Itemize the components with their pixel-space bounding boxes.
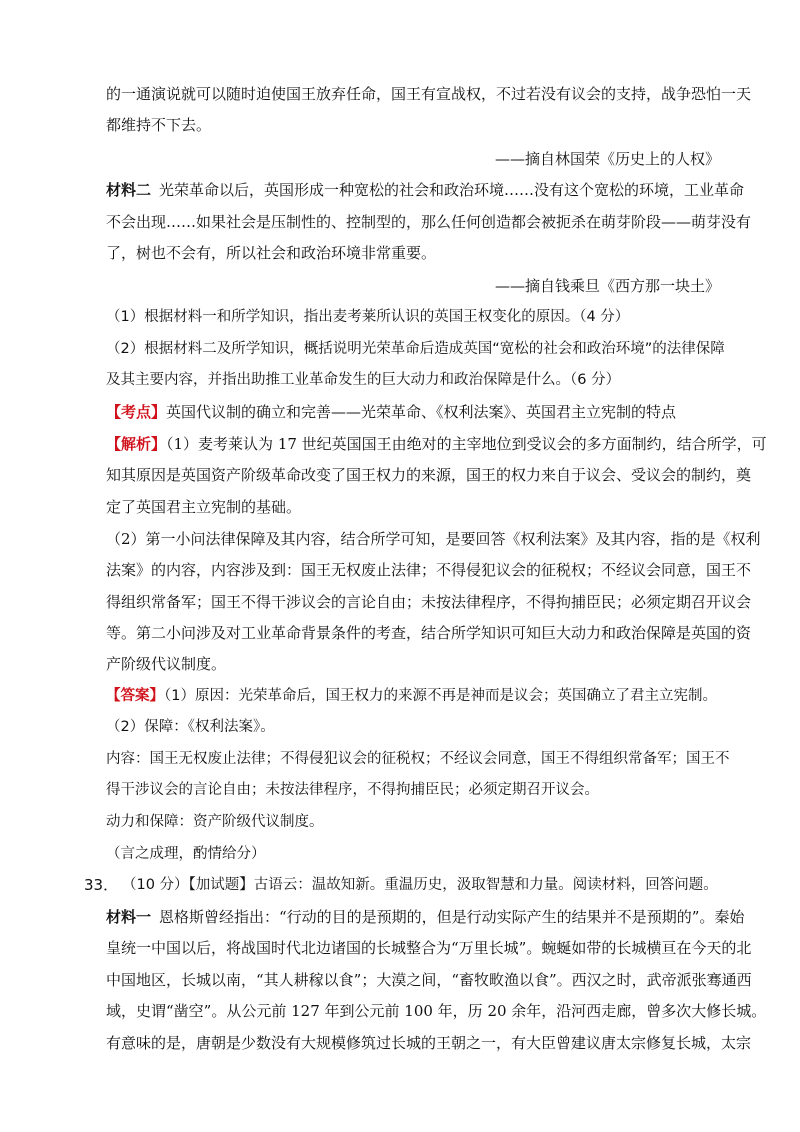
analysis-2-line-5: 产阶级代议制度。 — [106, 655, 227, 673]
answer-line-1 — [106, 686, 726, 706]
analysis-2-line-4: 等。第二小问涉及对工业革命背景条件的考查，结合所学知识可知巨大动力和政治保障是英国的资 — [106, 624, 752, 642]
analysis-line-3: 定了英国君主立宪制的基础。 — [106, 498, 302, 516]
analysis-text: （1）麦考莱认为 17 世纪英国国王由绝对的主宰地位到受议会的多方面制约，结合所学，可 — [166, 435, 767, 453]
question-2-line-1: （2）根据材料二及所学知识，概括说明光荣革命后造成英国“宽松的社会和政治环境”的法律保障 — [106, 341, 725, 357]
question-2-line-2: 及其主要内容，并指出助推工业革命发生的巨大动力和政治保障是什么。（6 分） — [106, 372, 621, 388]
answer-line-3: 内容：国王无权废止法律；不得侵犯议会的征税权；不经议会同意，国王不得组织常备军；国王不 — [106, 751, 730, 767]
material-two-label: 材料二 — [106, 181, 152, 199]
analysis-line-2: 知其原因是英国资产阶级革命改变了国王权力的来源，国王的权力来自于议会、受议会的制约，奠 — [106, 466, 752, 484]
key-point-tag: 【考点】 — [106, 403, 167, 421]
analysis-2-line-1: （2）第一小问法律保障及其内容，结合所学可知，是要回答《权利法案》及其内容，指的是《权利 — [106, 530, 761, 548]
material-one-label: 材料一 — [106, 908, 152, 926]
key-point-line — [106, 402, 726, 422]
answer-line-6: （言之成理，酌情给分） — [106, 846, 266, 862]
answer-tag: 【答案】 — [106, 688, 164, 704]
material-one-b-text: 恩格斯曾经指出：“行动的目的是预期的，但是行动实际产生的结果并不是预期的”。秦始 — [159, 908, 745, 926]
question-33-number: 33． — [84, 876, 119, 894]
question-1: （1）根据材料一和所学知识，指出麦考莱所认识的英国王权变化的原因。（4 分） — [106, 309, 630, 325]
material-two-line-3: 了，树也不会有，所以社会和政治环境非常重要。 — [106, 244, 437, 262]
source-citation-1: ——摘自林国荣《历史上的人权》 — [494, 150, 720, 168]
analysis-2-line-3: 得组织常备军；国王不得干涉议会的言论自由；未按法律程序，不得拘捕臣民；必须定期召开议会 — [106, 593, 752, 611]
answer-line-2: （2）保障：《权利法案》。 — [106, 719, 275, 735]
analysis-line-1 — [106, 434, 767, 454]
key-point-text: 英国代议制的确立和完善——光荣革命、《权利法案》、英国君主立宪制的特点 — [166, 403, 677, 421]
material-two-text: 光荣革命以后，英国形成一种宽松的社会和政治环境……没有这个宽松的环境，工业革命 — [159, 181, 745, 199]
material-two-line-1 — [106, 180, 745, 200]
material-one-b-line-2: 皇统一中国以后，将战国时代北边诸国的长城整合为“万里长城”。蜿蜒如带的长城横亘在今天的北 — [106, 939, 752, 957]
answer-line-4: 得干涉议会的言论自由；未按法律程序，不得拘捕臣民；必须定期召开议会。 — [106, 782, 599, 798]
material-one-line-1: 的一通演说就可以随时迫使国王放弃任命，国王有宣战权，不过若没有议会的支持，战争恐怕一天 — [106, 85, 752, 103]
analysis-2-line-2: 法案》的内容，内容涉及到：国王无权废止法律；不得侵犯议会的征税权；不经议会同意，国王不 — [106, 561, 752, 579]
material-one-b-line-5: 有意味的是，唐朝是少数没有大规模修筑过长城的王朝之一，有大臣曾建议唐太宗修复长城，太宗 — [106, 1034, 752, 1052]
analysis-tag: 【解析】 — [106, 435, 167, 453]
material-one-b-line-1 — [106, 907, 745, 927]
material-two-line-2: 不会出现……如果社会是压制性的、控制型的，那么任何创造都会被扼杀在萌芽阶段——萌芽没有 — [106, 213, 752, 231]
question-33-stem: （10 分）【加试题】古语云：温故知新。重温历史，汲取智慧和力量。阅读材料，回答问题。 — [122, 877, 718, 893]
answer-line-5: 动力和保障：资产阶级代议制度。 — [106, 814, 324, 830]
material-one-b-line-4: 域，史谓“凿空”。从公元前 127 年到公元前 100 年，历 20 余年，沿河西走廊，曾多次大修长城。 — [106, 1002, 767, 1020]
source-citation-2: ——摘自钱乘旦《西方那一块土》 — [494, 277, 720, 295]
material-one-line-2: 都维持不下去。 — [106, 116, 212, 134]
material-one-b-line-3: 中国地区，长城以南，“其人耕稼以食”；大漠之间，“畜牧畋渔以食”。西汉之时，武帝派张骞通西 — [106, 971, 752, 989]
answer-text: （1）原因：光荣革命后，国王权力的来源不再是神而是议会；英国确立了君主立宪制。 — [164, 688, 717, 704]
